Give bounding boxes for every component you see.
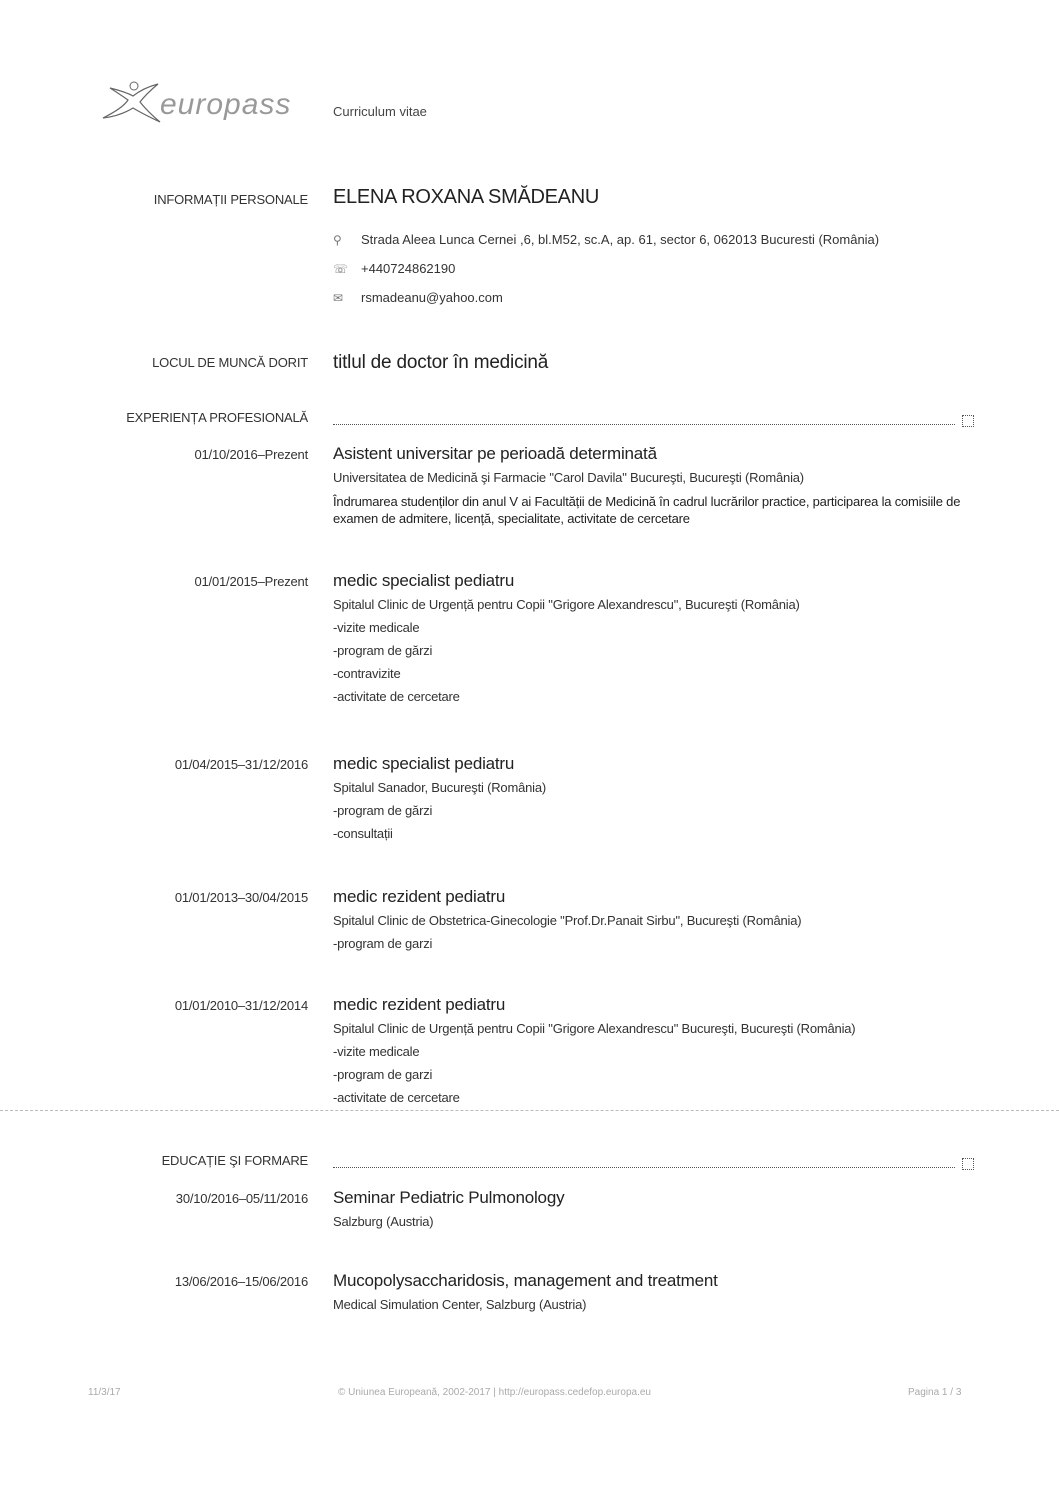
entry-dates: 30/10/2016–05/11/2016 <box>175 1191 308 1206</box>
phone-row <box>333 261 455 276</box>
entry-employer: Universitatea de Medicină şi Farmacie "Carol Davila" Bucureşti, Bucureşti (România) <box>333 470 804 485</box>
personal-info-heading: INFORMAȚII PERSONALE <box>153 192 308 207</box>
email-text[interactable]: rsmadeanu@yahoo.com <box>361 290 503 305</box>
section-divider <box>333 1167 955 1168</box>
footer-page-number: Pagina 1 / 3 <box>908 1387 962 1398</box>
entry-title: medic specialist pediatru <box>333 571 515 590</box>
europass-logo-text: europass <box>160 88 292 121</box>
entry-title: Seminar Pediatric Pulmonology <box>333 1188 565 1207</box>
desired-job-value: titlul de doctor în medicină <box>333 352 549 373</box>
section-divider <box>333 424 955 425</box>
entry-detail: -program de gărzi <box>333 803 433 818</box>
entry-employer: Spitalul Clinic de Urgență pentru Copii "Grigore Alexandrescu", Bucureşti (România) <box>333 597 800 612</box>
phone-icon: ☏ <box>333 262 349 276</box>
entry-employer: Spitalul Sanador, Bucureşti (România) <box>333 780 546 795</box>
entry-title: Mucopolysaccharidosis, management and treatment <box>333 1271 718 1290</box>
entry-title: medic rezident pediatru <box>333 995 506 1014</box>
email-icon: ✉ <box>333 291 344 305</box>
entry-detail: -activitate de cercetare <box>333 689 460 704</box>
entry-title: medic specialist pediatru <box>333 754 515 773</box>
europass-star-icon <box>98 78 168 128</box>
entry-employer: Spitalul Clinic de Obstetrica-Ginecologie "Prof.Dr.Panait Sirbu", Bucureşti (România) <box>333 913 802 928</box>
entry-dates: 01/01/2013–30/04/2015 <box>174 890 308 905</box>
experience-heading: EXPERIENȚA PROFESIONALĂ <box>126 410 308 425</box>
entry-detail: -program de garzi <box>333 1067 433 1082</box>
entry-detail: Îndrumarea studenților din anul V ai Facultății de Medicină în cadrul lucrărilor practice, participarea la comisiile de examen de admitere, licență, specialitate, activitate de cercetare <box>333 494 961 526</box>
entry-detail: -vizite medicale <box>333 1044 420 1059</box>
email-row <box>333 290 503 305</box>
europass-logo <box>98 78 313 128</box>
entry-dates: 01/04/2015–31/12/2016 <box>174 757 308 772</box>
entry-detail: -contravizite <box>333 666 401 681</box>
scan-artifact-line <box>0 1110 1059 1111</box>
entry-place: Salzburg (Austria) <box>333 1214 434 1229</box>
entry-dates: 01/01/2010–31/12/2014 <box>174 998 308 1013</box>
location-icon: ⚲ <box>333 233 342 247</box>
footer-copyright: © Uniunea Europeană, 2002-2017 | http://europass.cedefop.europa.eu <box>338 1387 651 1398</box>
entry-detail: -vizite medicale <box>333 620 420 635</box>
desired-job-heading: LOCUL DE MUNCĂ DORIT <box>152 355 308 370</box>
address-row <box>333 232 879 247</box>
education-heading: EDUCAȚIE ŞI FORMARE <box>161 1153 308 1168</box>
entry-title: medic rezident pediatru <box>333 887 506 906</box>
entry-employer: Spitalul Clinic de Urgență pentru Copii "Grigore Alexandrescu" Bucureşti, Bucureşti (România) <box>333 1021 856 1036</box>
phone-text: +440724862190 <box>361 261 456 276</box>
candidate-name: ELENA ROXANA SMĂDEANU <box>333 186 600 208</box>
entry-detail: -program de garzi <box>333 936 433 951</box>
entry-detail: -activitate de cercetare <box>333 1090 460 1105</box>
footer-date: 11/3/17 <box>88 1387 121 1398</box>
section-marker-icon <box>962 1158 974 1170</box>
entry-title: Asistent universitar pe perioadă determinată <box>333 444 657 463</box>
entry-dates: 01/10/2016–Prezent <box>194 447 308 462</box>
entry-dates: 01/01/2015–Prezent <box>194 574 308 589</box>
entry-detail: -consultații <box>333 826 393 841</box>
entry-detail: -program de gărzi <box>333 643 433 658</box>
address-text: Strada Aleea Lunca Cernei ,6, bl.M52, sc.A, ap. 61, sector 6, 062013 Bucuresti (România) <box>361 232 880 247</box>
entry-dates: 13/06/2016–15/06/2016 <box>174 1274 308 1289</box>
document-title: Curriculum vitae <box>333 104 427 119</box>
section-marker-icon <box>962 415 974 427</box>
entry-place: Medical Simulation Center, Salzburg (Austria) <box>333 1297 587 1312</box>
